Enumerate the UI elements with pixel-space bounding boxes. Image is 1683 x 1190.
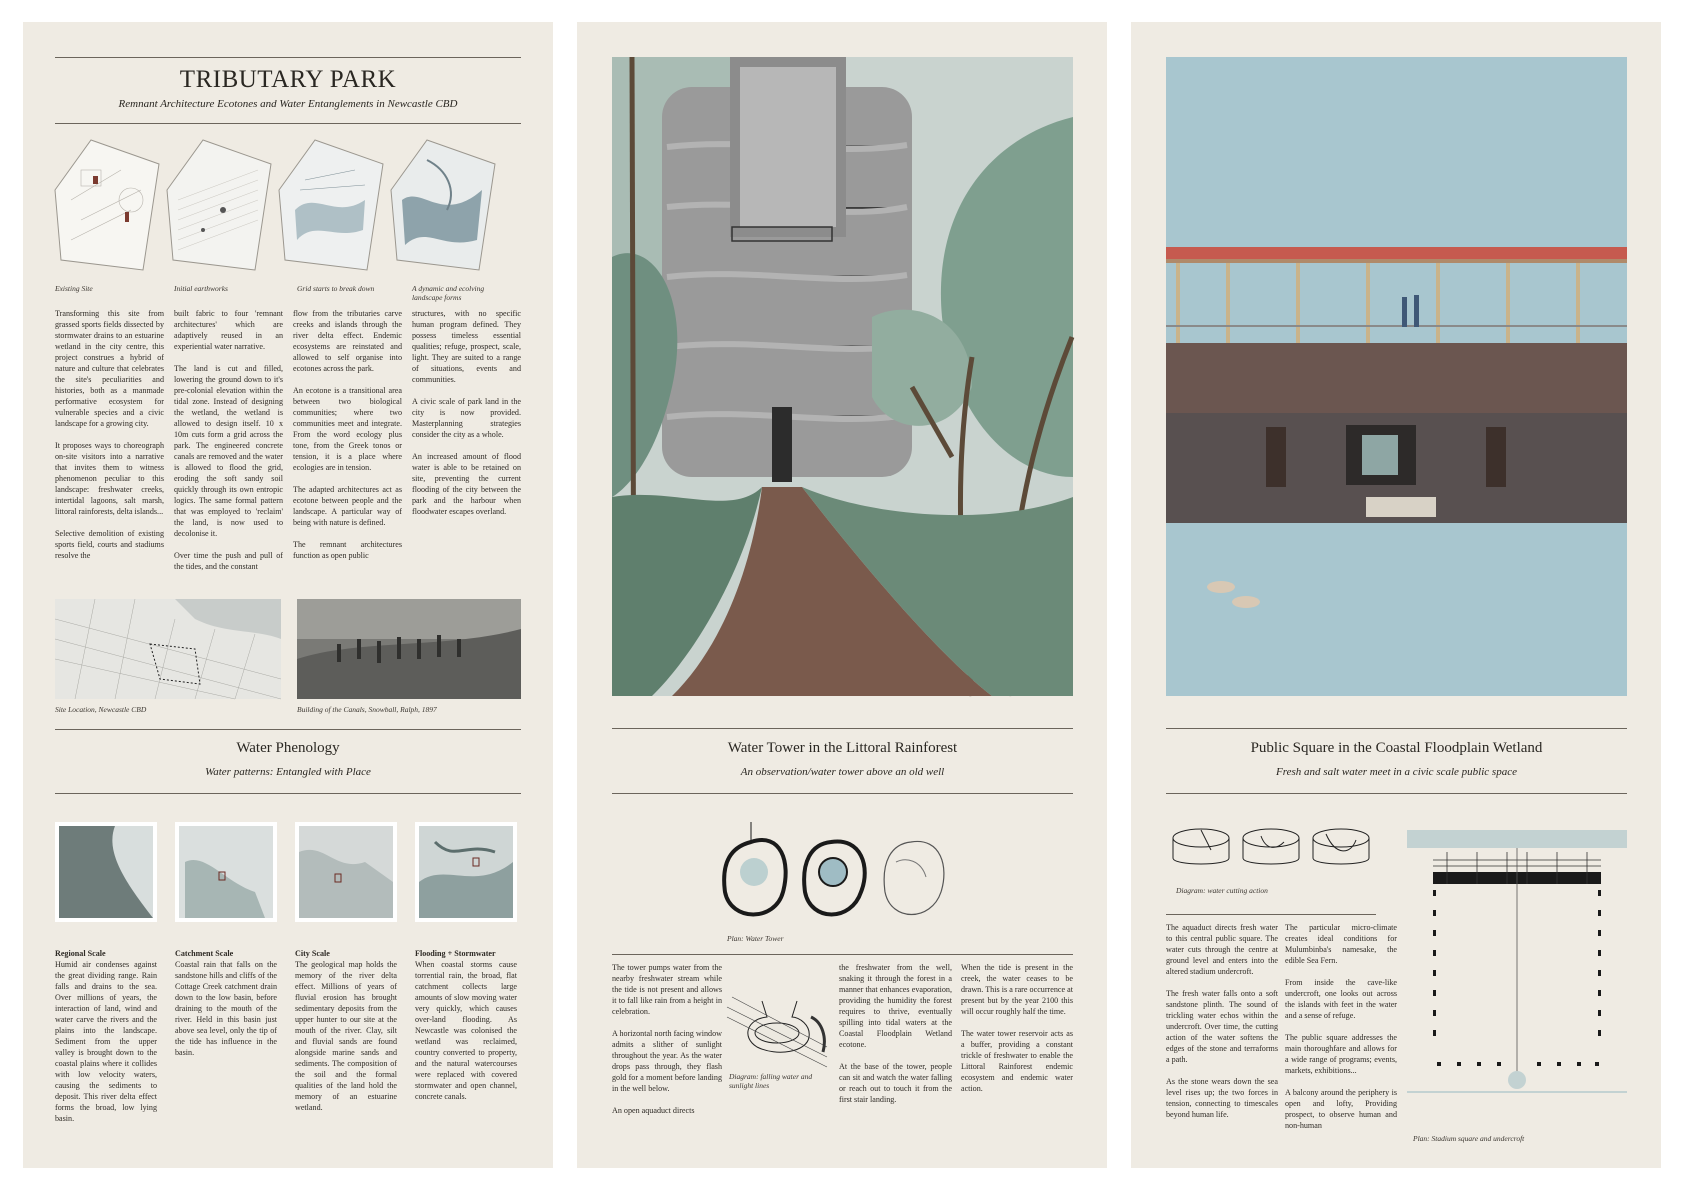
text-column-2: the freshwater from the well, snaking it through the forest in a manner that enhances evaporation, providing the humidity the forest requires to thrive, eventually spilling into tidal waters at the Coastal Floodplain Wetland ecotone. At the base of the tower, people can sit and watch the water falling or reach out to touch it from the first stair landing. (839, 963, 952, 1104)
dynamic-landscape-diagram (387, 130, 499, 280)
grid-breaks-down-diagram (275, 130, 387, 280)
section-title: Public Square in the Coastal Floodplain Wetland (1250, 740, 1543, 756)
falling-water-diagram (727, 997, 832, 1067)
text-column-1: The tower pumps water from the nearby freshwater stream while the tide is not present and allows it to fall like rain from a height in celebration. A horizontal north facing window admits a slither of sunlight throughout the year. As the water drops pass through, they flash gold for a moment before landing in the well below. An open aquaduct directs (612, 963, 722, 1115)
rule (55, 793, 521, 794)
canals-historic-photo (297, 599, 521, 699)
rule (55, 57, 521, 58)
rule (612, 793, 1073, 794)
catchment-scale-map (175, 822, 277, 922)
plan-caption: Plan: Water Tower (727, 934, 784, 943)
city-scale-map (295, 822, 397, 922)
panel-water-tower (577, 22, 1107, 1168)
page-subtitle: Remnant Architecture Ecotones and Water Entanglements in Newcastle CBD (118, 98, 458, 110)
stadium-square-plan (1407, 830, 1627, 1126)
site-location-map (55, 599, 281, 699)
water-tower-rainforest-render (612, 57, 1073, 696)
diagram-caption: Grid starts to break down (297, 284, 375, 293)
text-column-3: When the tide is present in the creek, the water ceases to be drawn. This is a rare occurrence at present but by the year 2100 this will occur roughly half the time. The water tower reservoir acts as a buffer, providing a constant trickle of freshwater to enable the Littoral Rainforest endemic ecosystem and endemic water action. (961, 963, 1073, 1093)
panel-public-square (1131, 22, 1661, 1168)
section-subtitle: An observation/water tower above an old well (740, 766, 945, 778)
photo-caption: Site Location, Newcastle CBD (55, 705, 147, 714)
rule (612, 728, 1073, 729)
body-column-1: Transforming this site from grassed sports fields dissected by stormwater drains to an estuarine wetland in the city centre, this project construes a hybrid of nature and culture that celebrates the site's peculiarities and histories, both as a manmade performative ecosystem for vulnerable species and a civic landscape for a growing city. It proposes ways to choreograph on-site visitors into a narrative that invites them to witness phenomenon peculiar to this landscape: freshwater creeks, intertidal lagoons, salt marsh, littoral rainforests, delta islands... Selective demolition of existing sports field, courts and stadiums resolve the (55, 309, 164, 560)
rule (55, 123, 521, 124)
text-column-2: The particular micro-climate creates ideal conditions for Mulumbinba's namesake, the edible Sea Fern. From inside the cave-like undercroft, one looks out across the islands with feet in the water and a sense of refuge. The public square addresses the main thoroughfare and allows for a wide range of programs; events, markets, exhibitions... A balcony around the periphery is open and lofty, Providing prospect, to observe human and non-human (1285, 923, 1397, 1130)
initial-earthworks-diagram (163, 130, 275, 280)
page-title: TRIBUTARY PARK (179, 66, 397, 93)
rule (1166, 793, 1627, 794)
plan-caption: Plan: Stadium square and undercroft (1413, 1134, 1525, 1143)
regional-scale-map (55, 822, 157, 922)
section-title: Water Tower in the Littoral Rainforest (727, 740, 958, 756)
rule (55, 729, 521, 730)
body-column-2: built fabric to four 'remnant architectures' which are adaptively reused in an experiential water narrative. The land is cut and filled, lowering the ground down to it's pre-colonial elevation within the tidal zone. Instead of designing the wetland, the wetland is allowed to design itself. 10 x 10m cuts form a grid across the park. The engineered concrete canals are removed and the water is allowed to flood the grid, eroding the soft sandy soil quickly through its own entropic logics. The same formal pattern that was employed to 'reclaim' the land, is now used to decolonise it. Over time the push and pull of the tides, and the constant (174, 309, 283, 571)
public-square-wetland-render (1166, 57, 1627, 696)
section-subtitle: Fresh and salt water meet in a civic scale public space (1276, 766, 1517, 778)
scale-column-regional: Regional Scale Humid air condenses against the great dividing range. Rain falls and drains to the sea. Over millions of years, the interaction of land, wind and water carve the rivers and the plains into the landscape. Sediment from the upper valley is brought down to the coastal plains where it collides with low velocity waters, causing the sediments to deposit. This river delta effect forms the broad, low lying basin. (55, 949, 157, 1123)
scale-column-city: City Scale The geological map holds the memory of the river delta effect. Millions of years of fluvial erosion has brought sedimentary deposits from the upper hunter to our site at the mouth of the river. Clay, silt and fluvial sands are found alongside marine sands and sediments. The composition of the soil and the formal qualities of the land hold the memory of an estuarine wetland. (295, 949, 397, 1112)
body-column-4: structures, with no specific human program defined. They possess timeless essential qualities; refuge, prospect, scale, light. They are suited to a range of situations, events and communities. A civic scale of park land in the city is now provided. Masterplanning strategies consider the city as a whole. An increased amount of flood water is able to be retained on site, preventing the current flooding of the city between the park and the harbour when floodwater escapes overland. (412, 309, 521, 516)
scale-column-flooding: Flooding + Stormwater When coastal storms cause torrential rain, the broad, flat catchment collects large amounts of slow moving water very quickly, which causes over-land flooding. As Newcastle was colonised the wetland was reclaimed, country converted to property, and the natural watercourses were replaced with covered stormwater and open channel, concrete canals. (415, 949, 517, 1101)
water-tower-plan-drawing (721, 822, 953, 932)
existing-site-diagram (51, 130, 163, 280)
section-title: Water Phenology (236, 740, 340, 756)
water-cutting-diagram (1166, 822, 1376, 882)
text-column-1: The aquaduct directs fresh water to this central public square. The water cuts through the centre at ground level and enters into the altered stadium undercroft. The fresh water falls onto a soft sandstone plinth. The sound of trickling water echos within the undercroft. Over time, the cutting action of the water softens the edges of the stone and terraforms a path. As the stone wears down the sea level rises up; the two forces in tension, connecting to timescales beyond human life. (1166, 923, 1278, 1119)
diagram-caption: A dynamic and ecolving landscape forms (412, 284, 485, 302)
diagram-caption: Initial earthworks (174, 284, 228, 293)
body-column-3: flow from the tributaries carve creeks and islands through the river delta effect. Endemic ecosystems are reinstated and allowed to self organise into ecotones across the park. An ecotone is a transitional area between two biological communities; where two communities meet and integrate. From the word ecology plus tone, from the Greek tonos or tension, it is a place where ecologies are in tension. The adapted architectures act as ecotone between people and the landscape. A particular way of being with nature is defined. The remnant architectures function as open public (293, 309, 402, 560)
diagram-caption: Diagram: falling water and sunlight lines (729, 1072, 813, 1090)
flooding-map (415, 822, 517, 922)
rule (1166, 728, 1627, 729)
scale-column-catchment: Catchment Scale Coastal rain that falls on the sandstone hills and cliffs of the Cottage Creek catchment drain down to the low basin, before draining to the mouth of the river. Held in this basin just above sea level, only the tip of the tide has influence in the basin. (175, 949, 277, 1057)
panel-tributary-park (23, 22, 553, 1168)
rule (612, 954, 1073, 955)
rule (1166, 914, 1376, 915)
photo-caption: Building of the Canals, Snowball, Ralph, 1897 (297, 705, 437, 714)
diagram-caption: Existing Site (55, 284, 93, 293)
section-subtitle: Water patterns: Entangled with Place (205, 766, 371, 778)
diagram-caption: Diagram: water cutting action (1176, 886, 1268, 895)
